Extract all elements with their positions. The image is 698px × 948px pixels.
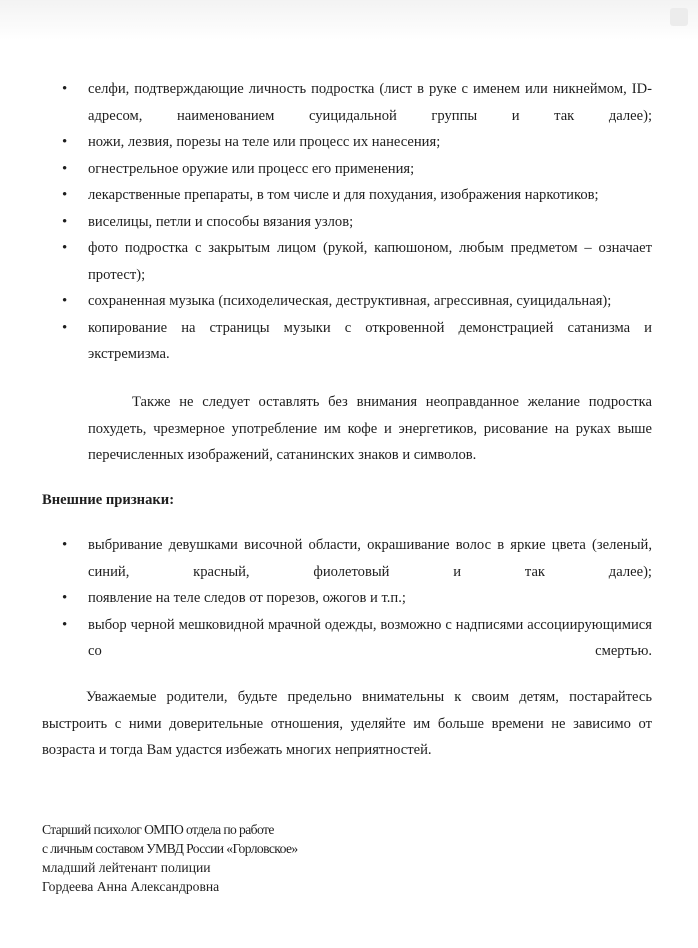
signature-position: Старший психолог ОМПО отдела по работе bbox=[42, 822, 274, 837]
external-signs-list bbox=[0, 532, 698, 665]
list-item: • виселицы, петли и способы вязания узлов; bbox=[0, 209, 698, 236]
list-item: • копирование на страницы музыки с откровенной демонстрацией сатанизма и экстремизма. bbox=[0, 315, 698, 368]
signs-list bbox=[0, 76, 698, 368]
list-item: • сохраненная музыка (психоделическая, деструктивная, агрессивная, суицидальная); bbox=[0, 288, 698, 315]
signature-block bbox=[42, 820, 442, 896]
list-item: • огнестрельное оружие или процесс его применения; bbox=[0, 156, 698, 183]
section-heading: Внешние признаки: bbox=[42, 492, 175, 508]
list-item: • выбор черной мешковидной мрачной одежды, возможно с надписями ассоциирующимися со смертью. bbox=[0, 612, 698, 665]
paragraph-warning: Также не следует оставлять без внимания неоправданное желание подростка похудеть, чрезмерное употребление им кофе и энергетиков, рисование на руках выше перечисленных изображений, сатанинских знаков и символов. bbox=[88, 394, 652, 463]
signature-department: с личным составом УМВД России «Горловское» bbox=[42, 841, 298, 856]
paragraph-appeal: Уважаемые родители, будьте предельно внимательны к своим детям, постарайтесь выстроить с ними доверительные отношения, уделяйте им больше времени не зависимо от возраста и тогда Вам удастся избежать многих неприятностей. bbox=[42, 689, 652, 758]
list-item: • лекарственные препараты, в том числе и для похудания, изображения наркотиков; bbox=[0, 182, 698, 209]
list-item: • выбривание девушками височной области, окрашивание волос в яркие цвета (зеленый, синий, красный, фиолетовый и так далее); bbox=[0, 532, 698, 585]
signature-rank: младший лейтенант полиции bbox=[42, 860, 211, 875]
list-item: • селфи, подтверждающие личность подростка (лист в руке с именем или никнеймом, ID-адресом, наименованием суицидальной группы и так далее); bbox=[0, 76, 698, 129]
signature-name: Гордеева Анна Александровна bbox=[42, 879, 220, 894]
list-item: • ножи, лезвия, порезы на теле или процесс их нанесения; bbox=[0, 129, 698, 156]
list-item: • появление на теле следов от порезов, ожогов и т.п.; bbox=[0, 585, 698, 612]
list-item: • фото подростка с закрытым лицом (рукой, капюшоном, любым предметом – означает протест); bbox=[0, 235, 698, 288]
